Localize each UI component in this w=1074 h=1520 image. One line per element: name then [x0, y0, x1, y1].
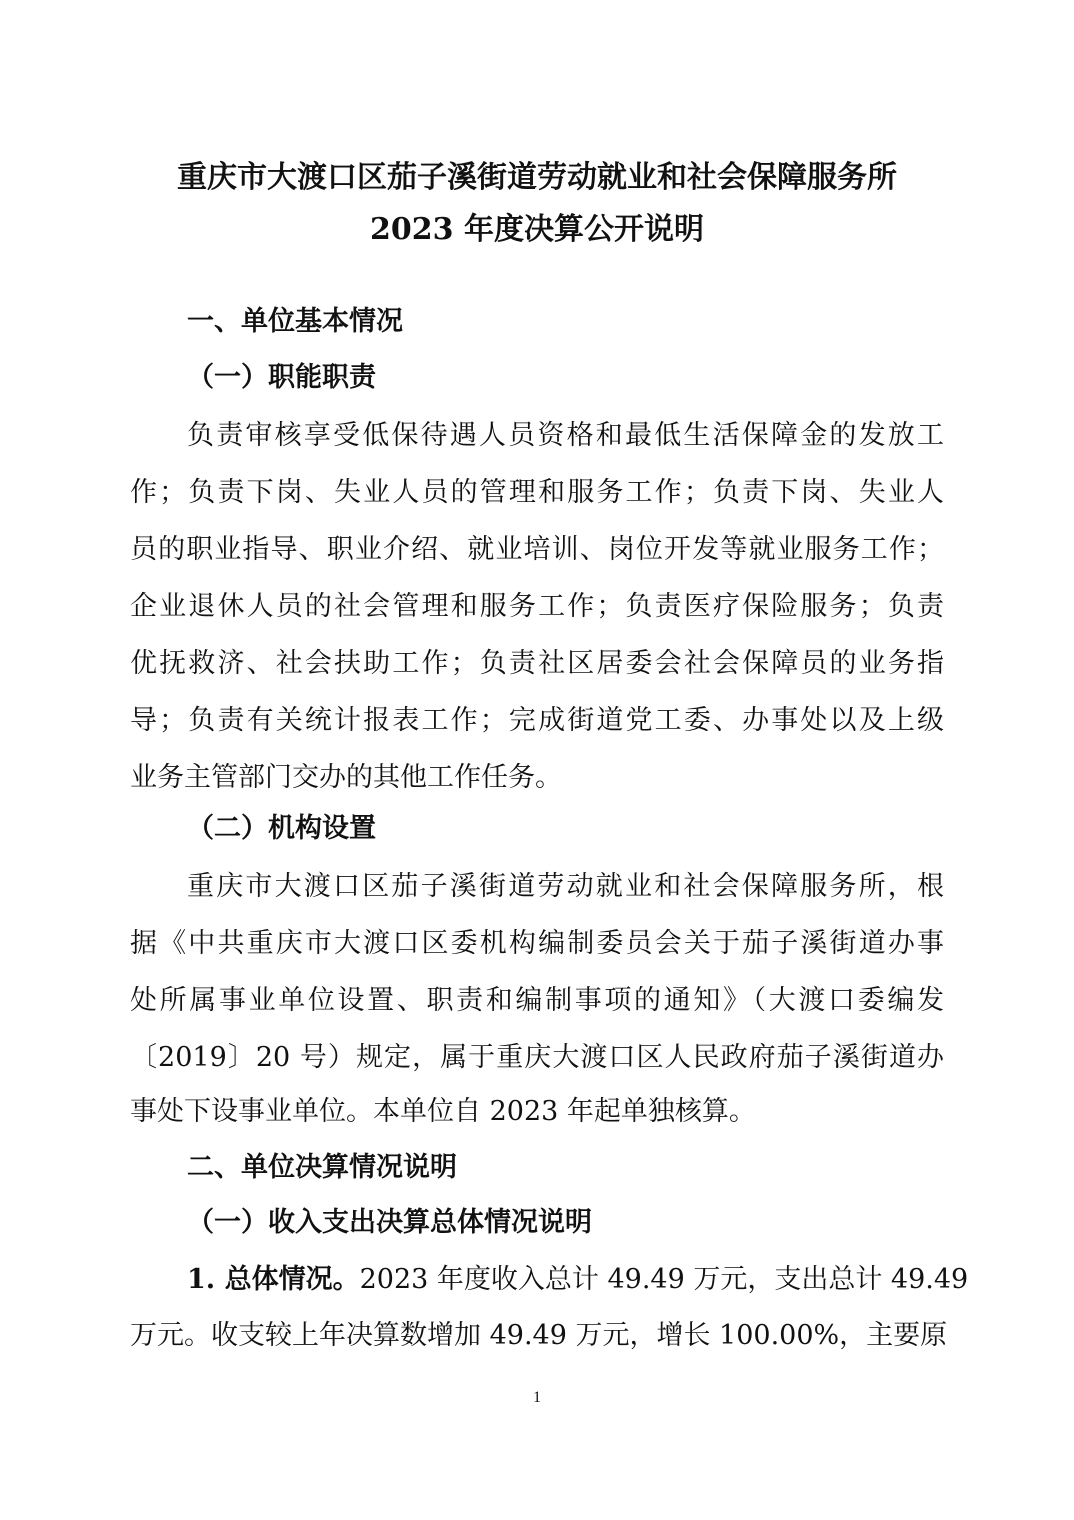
paragraph-line: 万元。收支较上年决算数增加 49.49 万元，增长 100.00%，主要原 — [130, 1320, 948, 1351]
overall-situation-lead: 1. 总体情况。 — [187, 1264, 360, 1295]
paragraph-line: 处所属事业单位设置、职责和编制事项的通知》（大渡口委编发 — [130, 985, 944, 1016]
overall-situation-text: 2023 年度收入总计 49.49 万元，支出总计 49.49 — [359, 1264, 969, 1295]
paragraph-line: 业务主管部门交办的其他工作任务。 — [130, 762, 562, 793]
subsection-heading-organization: （二）机构设置 — [187, 813, 376, 844]
paragraph-line: 重庆市大渡口区茄子溪街道劳动就业和社会保障服务所，根 — [187, 871, 944, 902]
paragraph-line: 〔2019〕20 号）规定，属于重庆大渡口区人民政府茄子溪街道办 — [130, 1042, 944, 1073]
paragraph-line: 作；负责下岗、失业人员的管理和服务工作；负责下岗、失业人 — [130, 477, 944, 508]
subsection-heading-functions: （一）职能职责 — [187, 362, 376, 393]
paragraph-line: 企业退休人员的社会管理和服务工作；负责医疗保险服务；负责 — [130, 591, 944, 622]
paragraph-line: 负责审核享受低保待遇人员资格和最低生活保障金的发放工 — [187, 420, 944, 451]
paragraph-line: 导；负责有关统计报表工作；完成街道党工委、办事处以及上级 — [130, 705, 944, 736]
paragraph-line: 据《中共重庆市大渡口区委机构编制委员会关于茄子溪街道办事 — [130, 928, 944, 959]
paragraph-line: 优抚救济、社会扶助工作；负责社区居委会社会保障员的业务指 — [130, 648, 944, 679]
section-heading-basic-info: 一、单位基本情况 — [187, 306, 403, 337]
subsection-heading-overall: （一）收入支出决算总体情况说明 — [187, 1207, 592, 1238]
document-title-line-2: 2023 年度决算公开说明 — [370, 212, 704, 247]
paragraph-line: 员的职业指导、职业介绍、就业培训、岗位开发等就业服务工作； — [130, 534, 944, 565]
page-number: 1 — [533, 1389, 541, 1406]
section-heading-final-accounts: 二、单位决算情况说明 — [187, 1152, 457, 1183]
paragraph-line — [187, 1262, 969, 1298]
document-title-line-1: 重庆市大渡口区茄子溪街道劳动就业和社会保障服务所 — [177, 160, 897, 195]
paragraph-line: 事处下设事业单位。本单位自 2023 年起单独核算。 — [130, 1096, 756, 1127]
